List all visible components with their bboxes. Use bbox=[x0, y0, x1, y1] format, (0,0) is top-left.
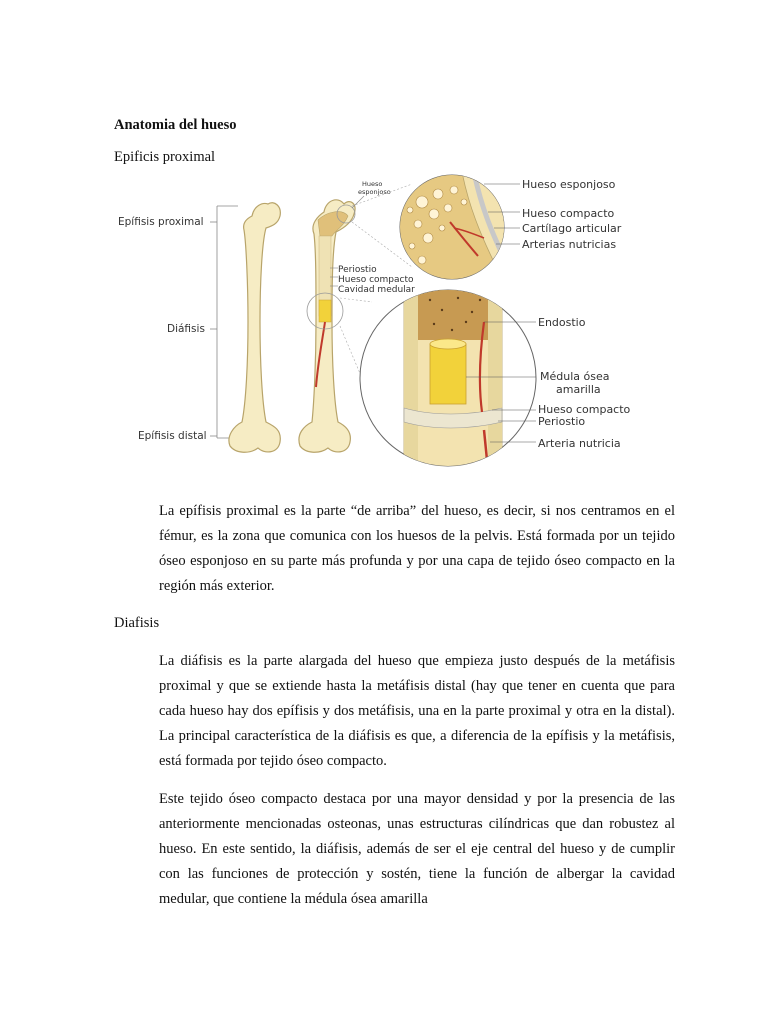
bone-anatomy-figure bbox=[112, 172, 652, 472]
zoom-circle-epifisis bbox=[392, 172, 532, 292]
sectioned-femur bbox=[299, 200, 355, 452]
label-cartilago-articular: Cartílago articular bbox=[522, 222, 622, 235]
section-heading-epifisis: Epificis proximal bbox=[114, 149, 216, 165]
label-medula-amarilla: amarilla bbox=[556, 383, 601, 396]
document-title: Anatomia del hueso bbox=[114, 117, 237, 133]
label-periostio-bottom: Periostio bbox=[538, 415, 586, 428]
left-bracket bbox=[210, 206, 238, 438]
label-arterias-nutricias: Arterias nutricias bbox=[522, 238, 617, 251]
paragraph-diafisis-1: La diáfisis es la parte alargada del hueso que empieza justo después de la metáfisis proximal y que se extiende hasta la metáfisis distal (hay que tener en cuenta que para cada hueso hay dos epífisis y dos metáfisis, una en la parte proximal y otra en la distal). La principal característica de la diáfisis es que, a diferencia de la epífisis y la metáfisis, está formada por tejido óseo compacto. bbox=[159, 653, 675, 769]
label-hueso-compacto-bottom: Hueso compacto bbox=[538, 403, 631, 416]
section-heading-diafisis: Diafisis bbox=[114, 615, 160, 631]
label-epifisis-distal: Epífisis distal bbox=[138, 430, 207, 442]
paragraph-diafisis-2: Este tejido óseo compacto destaca por una mayor densidad y por la presencia de las anteriormente mencionadas osteonas, unas estructuras cilíndricas que dan robustez al hueso. En este sentido, la diáfisis, además de ser el eje central del hueso y de cumplir con las funciones de protección y sostén, tiene la función de albergar la cavidad medular, que contiene la médula ósea amarilla bbox=[159, 791, 675, 907]
label-hueso-esponjoso: Hueso esponjoso bbox=[522, 178, 616, 191]
label-arteria-nutricia: Arteria nutricia bbox=[538, 437, 621, 450]
zoom-circle-diafisis bbox=[360, 290, 536, 470]
label-diafisis: Diáfisis bbox=[167, 323, 205, 335]
label-cavidad-medular: Cavidad medular bbox=[338, 285, 415, 295]
label-endostio: Endostio bbox=[538, 316, 586, 329]
label-epifisis-proximal: Epífisis proximal bbox=[118, 216, 204, 228]
femur-illustration bbox=[229, 203, 280, 453]
label-periostio-middle: Periostio bbox=[338, 265, 377, 275]
label-medula-osea: Médula ósea bbox=[540, 370, 610, 383]
label-hueso-compacto-top: Hueso compacto bbox=[522, 207, 615, 220]
label-hueso-esponjoso-small: Hueso bbox=[362, 180, 383, 188]
label-hueso-compacto-middle: Hueso compacto bbox=[338, 275, 414, 285]
paragraph-epifisis: La epífisis proximal es la parte “de arriba” del hueso, es decir, si nos centramos en el fémur, es la zona que comunica con los huesos de la pelvis. Está formada por un tejido óseo esponjoso en su parte más profunda y por una capa de tejido óseo compacto en la región más exterior. bbox=[159, 503, 675, 594]
label-hueso-esponjoso-small-2: esponjoso bbox=[358, 188, 391, 196]
